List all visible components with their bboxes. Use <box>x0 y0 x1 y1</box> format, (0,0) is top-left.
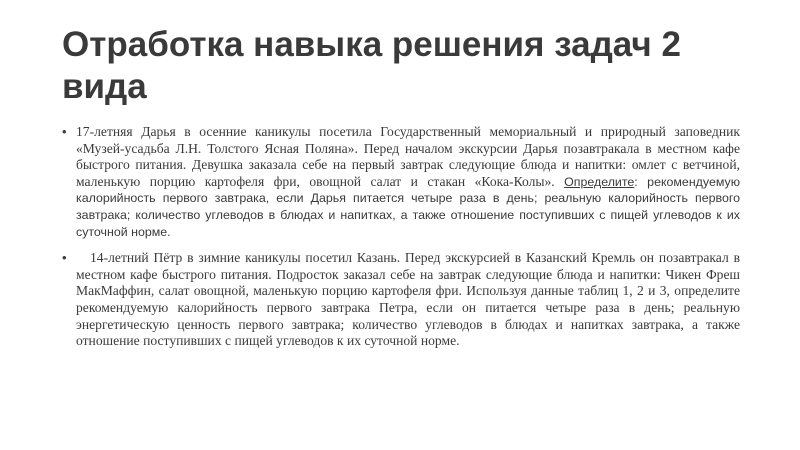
task-1-story: 17-летняя Дарья в осенние каникулы посетила Государственный мемориальный и природный заповедник «Музей-усадьба Л.Н. Толстого Ясная Поляна». Перед началом экскурсии Дарья позавтракала в местном кафе быстрого питания. Девушка заказала себе на первый завтрак следующие блюда и напитки: омлет с ветчиной, маленькую порцию картофеля фри, овощной салат и стакан «Кока-Колы». <box>76 124 740 189</box>
task-1-question: : рекомендуемую калорийность первого завтрака, если Дарья питается четыре раза в день; реальную калорийность первого завтрака; количество углеводов в блюдах и напитках, а также отношение поступивших с пищей углеводов к их суточной норме. <box>76 174 740 239</box>
task-item-2 <box>62 250 740 350</box>
task-item-1 <box>62 124 740 240</box>
task-list <box>62 124 740 350</box>
bullet-icon: • <box>62 124 67 139</box>
task-2-text: 14-летний Пётр в зимние каникулы посетил Казань. Перед экскурсией в Казанский Кремль он позавтракал в местном кафе быстрого питания. Подросток заказал себе на завтрак следующие блюда и напитки: Чикен Фреш МакМаффин, салат овощной, маленькую порцию картофеля фри. Используя данные таблиц 1, 2 и 3, определите рекомендуемую калорийность первого завтрака Петра, если он питается четыре раза в день; реальную энергетическую ценность первого завтрака; количество углеводов в блюдах и напитках завтрака, а также отношение поступивших с пищей углеводов к их суточной норме. <box>76 250 740 349</box>
task-1-prompt-label: Определите <box>564 174 635 189</box>
slide-title: Отработка навыка решения задач 2 вида <box>62 25 681 106</box>
bullet-icon: • <box>62 250 67 266</box>
